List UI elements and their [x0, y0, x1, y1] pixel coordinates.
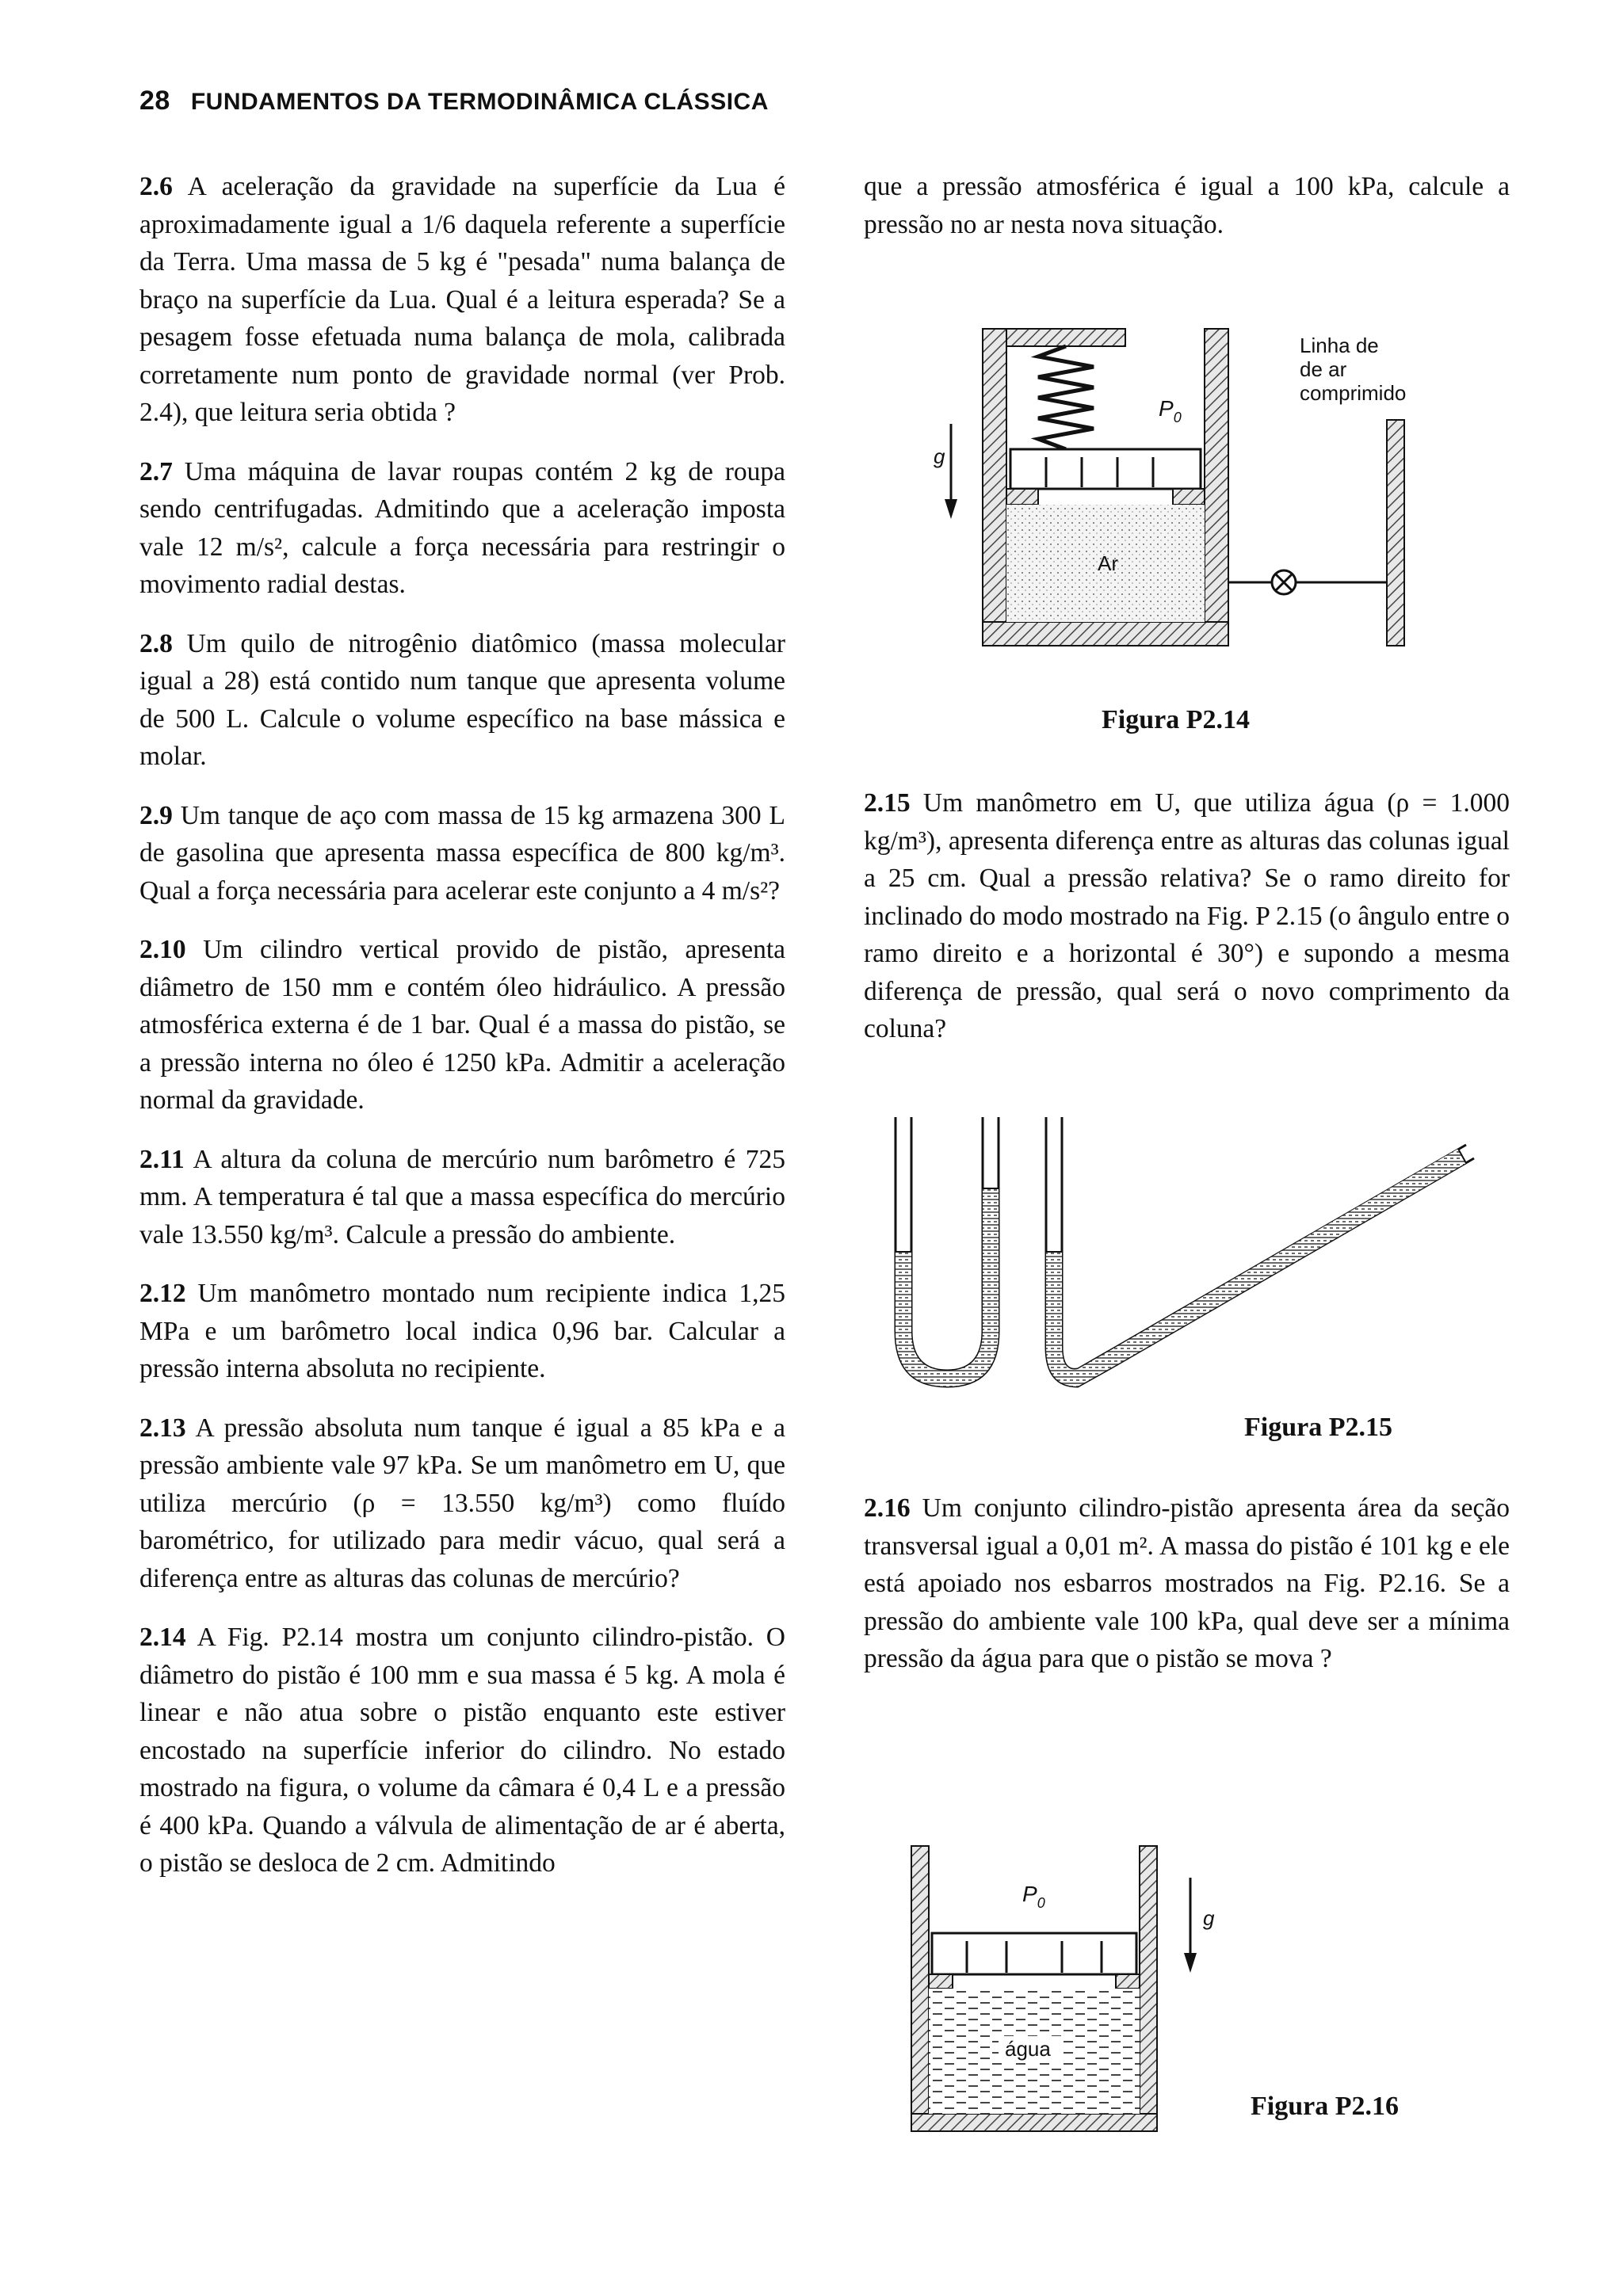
figure-p2-15 [880, 1109, 1498, 1426]
problem-2-10: 2.10 Um cilindro vertical provido de pistão, apresenta diâmetro de 150 mm e contém óleo hidráulico. A pressão atmosférica externa é de 1 bar. Qual é a massa do pistão, se a pressão interna no óleo é 1250 kPa. Admitir a aceleração normal da gravidade. [139, 935, 785, 1115]
p0-label-16: $P_0$ [1022, 1882, 1045, 1911]
problem-2-14: 2.14 A Fig. P2.14 mostra um conjunto cilindro-pistão. O diâmetro do pistão é 100 mm e sua massa é 5 kg. A mola é linear e não atua sobre o pistão enquanto este estiver encostado na superfície inferior do cilindro. No estado mostrado na figura, o volume da câmara é 0,4 L e a pressão é 400 kPa. Quando a válvula de alimentação de ar é aberta, o pistão se desloca de 2 cm. Admitindo [139, 1623, 785, 1878]
problem-2-6: 2.6 A aceleração da gravidade na superfície da Lua é aproximadamente igual a 1/6 daquela referente a superfície da Terra. Uma massa de 5 kg é "pesada" numa balança de braço na superfície da Lua. Qual é a leitura esperada? Se a pesagem fosse efetuada numa balança de mola, calibrada corretamente num ponto de gravidade normal (ver Prob. 2.4), que leitura seria obtida ? [139, 172, 785, 427]
problem-2-8: 2.8 Um quilo de nitrogênio diatômico (massa molecular igual a 28) está contido num tanque que apresenta volume de 500 L. Calcule o volume específico na base mássica e molar. [139, 628, 786, 771]
gravity-label-16: g [1203, 1906, 1215, 1930]
problem-2-14-continuation: que a pressão atmosférica é igual a 100 kPa, calcule a pressão no ar nesta nova situação. [864, 172, 1510, 239]
line-label-2: de ar [1300, 357, 1347, 381]
line-label-1: Linha de [1300, 334, 1379, 357]
air-label: Ar [1098, 551, 1118, 575]
caption-p2-15: Figura P2.15 [1244, 1413, 1392, 1442]
problem-2-12: 2.12 Um manômetro montado num recipiente indica 1,25 MPa e um barômetro local indica 0,96 bar. Calcular a pressão interna absoluta no recipiente. [139, 1279, 785, 1383]
caption-p2-14: Figura P2.14 [1102, 705, 1250, 734]
line-label-3: comprimido [1300, 381, 1407, 405]
problem-2-15: 2.15 Um manômetro em U, que utiliza água (ρ = 1.000 kg/m³), apresenta diferença entre as alturas das colunas igual a 25 cm. Qual a pressão relativa? Se o ramo direito for inclinado do modo mostrado na Fig. P 2.15 (o ângulo entre o ramo direito e a horizontal é 30°) e supondo a mesma diferença de pressão, qual será o novo comprimento da coluna? [864, 788, 1510, 1043]
gravity-label: g [934, 444, 945, 468]
problem-2-9: 2.9 Um tanque de aço com massa de 15 kg armazena 300 L de gasolina que apresenta massa específica de 800 kg/m³. Qual a força necessária para acelerar este conjunto a 4 m/s²? [139, 800, 785, 906]
p0-label: $P_0$ [1159, 396, 1182, 425]
figure-p2-14 [935, 321, 1442, 654]
left-column [139, 168, 785, 1904]
water-label: água [1005, 2037, 1051, 2061]
problem-2-11: 2.11 A altura da coluna de mercúrio num barômetro é 725 mm. A temperatura é tal que a massa específica do mercúrio vale 13.550 kg/m³. Calcule a pressão do ambiente. [139, 1144, 786, 1249]
caption-p2-16: Figura P2.16 [1251, 2092, 1399, 2121]
problem-2-7: 2.7 Uma máquina de lavar roupas contém 2 kg de roupa sendo centrifugadas. Admitindo que a aceleração imposta vale 12 m/s², calcule a força necessária para restringir o movimento radial destas. [139, 456, 786, 599]
page-number: 28 [139, 86, 170, 116]
problem-2-16: 2.16 Um conjunto cilindro-pistão apresenta área da seção transversal igual a 0,01 m². A massa do pistão é 101 kg e ele está apoiado nos esbarros mostrados na Fig. P2.16. Se a pressão do ambiente vale 100 kPa, qual deve ser a mínima pressão da água para que o pistão se mova ? [864, 1493, 1510, 1673]
page-header [139, 86, 769, 116]
running-title: FUNDAMENTOS DA TERMODINÂMICA CLÁSSICA [190, 89, 769, 115]
figure-p2-16 [896, 1838, 1244, 2139]
problem-2-13: 2.13 A pressão absoluta num tanque é igual a 85 kPa e a pressão ambiente vale 97 kPa. Se um manômetro em U, que utiliza mercúrio (ρ = 13.550 kg/m³) como fluído barométrico, for utilizado para medir vácuo, qual será a diferença entre as alturas das colunas de mercúrio? [139, 1413, 786, 1593]
